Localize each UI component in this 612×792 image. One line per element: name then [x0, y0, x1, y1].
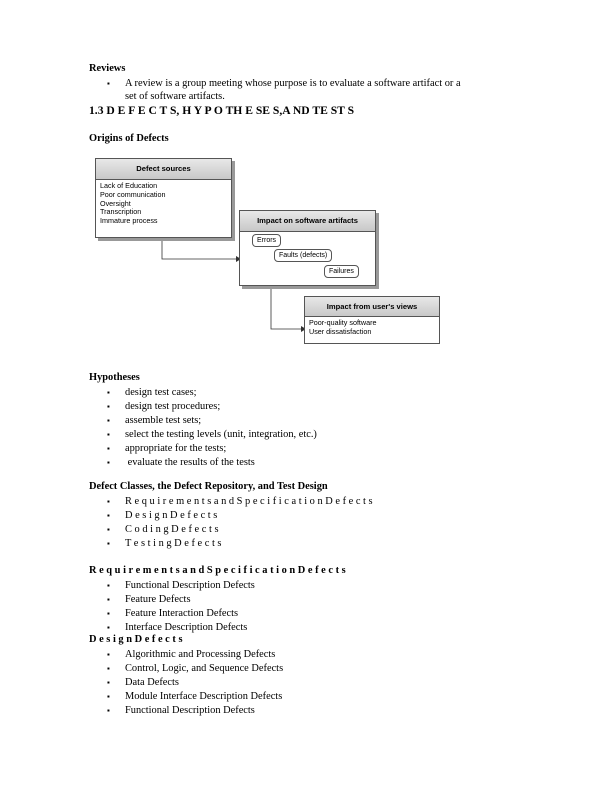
- connector-line: [271, 284, 301, 329]
- list-item: ▪ Algorithmic and Processing Defects: [107, 648, 283, 662]
- design-defects-list: [107, 648, 283, 718]
- list-item: Transcription: [100, 207, 142, 217]
- impact-users-box: [304, 296, 440, 344]
- list-item: ▪ C o d i n g D e f e c t s: [107, 523, 373, 537]
- defect-sources-list: [96, 180, 231, 228]
- list-item: ▪ D e s i g n D e f e c t s: [107, 509, 373, 523]
- list-item: ▪ Functional Description Defects: [107, 704, 283, 718]
- impact-users-title: Impact from user's views: [305, 297, 439, 317]
- hypotheses-list: [107, 386, 317, 470]
- list-item: ▪ design test cases;: [107, 386, 317, 400]
- connector-line: [162, 237, 236, 259]
- section-heading: 1.3 D E F E C T S, H Y P O TH E SE S,A ND TE ST S: [89, 104, 355, 117]
- origins-heading: Origins of Defects: [89, 133, 169, 144]
- list-item: ▪ Interface Description Defects: [107, 621, 255, 635]
- hypotheses-heading: Hypotheses: [89, 372, 140, 383]
- reviews-heading: Reviews: [89, 63, 126, 74]
- list-item: ▪ A review is a group meeting whose purpose is to evaluate a software artifact or a: [107, 77, 461, 91]
- list-item: ▪ Feature Interaction Defects: [107, 607, 255, 621]
- list-item: Poor-quality software: [309, 318, 377, 327]
- list-item: Immature process: [100, 216, 158, 226]
- defect-classes-list: [107, 495, 373, 551]
- list-item: ▪ Data Defects: [107, 676, 283, 690]
- list-item: ▪ appropriate for the tests;: [107, 442, 317, 456]
- faults-pill: Faults (defects): [274, 249, 332, 262]
- list-item: ▪ Functional Description Defects: [107, 579, 255, 593]
- defect-sources-box: [95, 158, 232, 238]
- failures-pill: Failures: [324, 265, 359, 278]
- defect-classes-heading: Defect Classes, the Defect Repository, and Test Design: [89, 481, 328, 492]
- errors-pill: Errors: [252, 234, 281, 247]
- list-item: ▪ T e s t i n g D e f e c t s: [107, 537, 373, 551]
- req-spec-list: [107, 579, 255, 635]
- list-item: ▪ Feature Defects: [107, 593, 255, 607]
- list-item: ▪ assemble test sets;: [107, 414, 317, 428]
- list-item: User dissatisfaction: [309, 326, 372, 336]
- defect-sources-title: Defect sources: [96, 159, 231, 180]
- reviews-bullet-continuation: set of software artifacts.: [125, 91, 225, 102]
- list-item: ▪ evaluate the results of the tests: [107, 456, 317, 470]
- list-item: ▪ R e q u i r e m e n t s a n d S p e c i f i c a t i o n D e f e c t s: [107, 495, 373, 509]
- req-spec-heading: R e q u i r e m e n t s a n d S p e c i f i c a t i o n D e f e c t s: [89, 565, 346, 576]
- list-item: ▪ Module Interface Description Defects: [107, 690, 283, 704]
- list-item: ▪ Control, Logic, and Sequence Defects: [107, 662, 283, 676]
- design-defects-heading: D e s i g n D e f e c t s: [89, 634, 183, 645]
- list-item: ▪ design test procedures;: [107, 400, 317, 414]
- list-item: Oversight: [100, 198, 131, 208]
- impact-software-title: Impact on software artifacts: [240, 211, 375, 232]
- list-item: ▪ select the testing levels (unit, integration, etc.): [107, 428, 317, 442]
- impact-users-list: [305, 317, 439, 339]
- list-item: Poor communication: [100, 189, 166, 199]
- list-item: Lack of Education: [100, 181, 158, 190]
